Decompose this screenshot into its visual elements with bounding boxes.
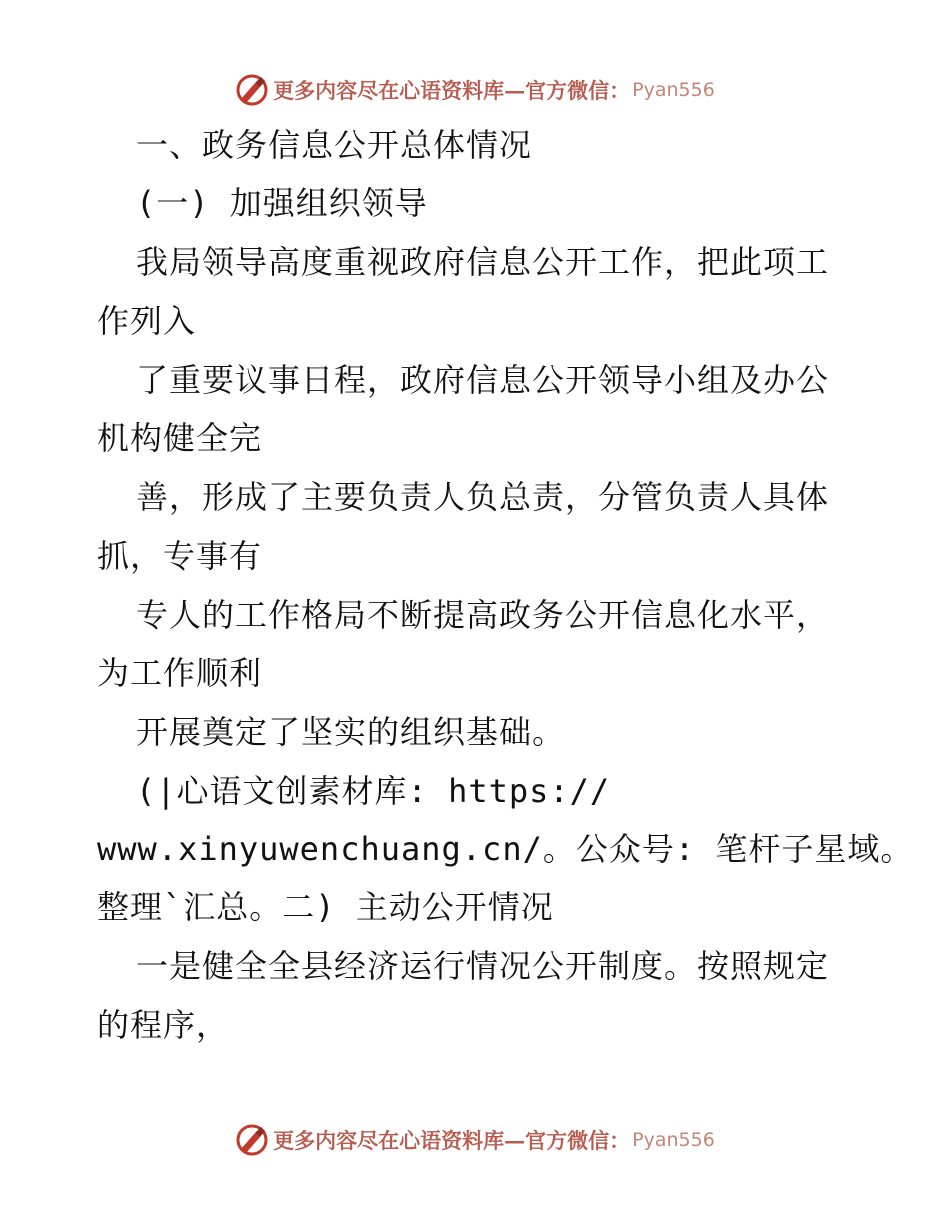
paragraph-line: 为工作顺利 bbox=[97, 654, 263, 692]
subsection-heading: (一) 加强组织领导 bbox=[136, 184, 428, 222]
paragraph-line: 我局领导高度重视政府信息公开工作，把此项工 bbox=[136, 243, 830, 281]
footer-watermark bbox=[0, 1120, 950, 1160]
paragraph-line: 开展奠定了坚实的组织基础。 bbox=[136, 713, 566, 751]
paragraph-line: 抓，专事有 bbox=[97, 537, 263, 575]
watermark-wechat-id: Pyan556 bbox=[632, 79, 715, 101]
paragraph-line: 专人的工作格局不断提高政务公开信息化水平， bbox=[136, 596, 830, 634]
watermark-wechat-label: 官方微信： bbox=[525, 78, 631, 103]
watermark-wechat-label: 官方微信： bbox=[525, 1128, 631, 1153]
paragraph-line: 整理`汇总。二) 主动公开情况 bbox=[97, 888, 554, 926]
watermark-dash: — bbox=[504, 1127, 526, 1153]
section-heading: 一、政务信息公开总体情况 bbox=[136, 126, 533, 164]
watermark-dash: — bbox=[504, 77, 526, 103]
paragraph-line: 的程序， bbox=[97, 1006, 230, 1044]
source-note-line: (|心语文创素材库: https:// bbox=[136, 772, 611, 810]
paragraph-line: 了重要议事日程，政府信息公开领导小组及办公 bbox=[136, 361, 830, 399]
watermark-text: 更多内容尽在心语资料库 bbox=[273, 78, 505, 103]
header-watermark bbox=[0, 70, 950, 110]
paragraph-line: 善，形成了主要负责人负总责，分管负责人具体 bbox=[136, 478, 830, 516]
watermark-text: 更多内容尽在心语资料库 bbox=[273, 1128, 505, 1153]
pen-logo-icon bbox=[235, 1123, 269, 1157]
source-url-line: www.xinyuwenchuang.cn/。公众号: 笔杆子星域。 bbox=[97, 830, 914, 868]
paragraph-line: 机构健全完 bbox=[97, 419, 263, 457]
watermark-wechat-id: Pyan556 bbox=[632, 1129, 715, 1151]
pen-logo-icon bbox=[235, 73, 269, 107]
paragraph-line: 作列入 bbox=[97, 302, 197, 340]
paragraph-line: 一是健全全县经济运行情况公开制度。按照规定 bbox=[136, 947, 830, 985]
